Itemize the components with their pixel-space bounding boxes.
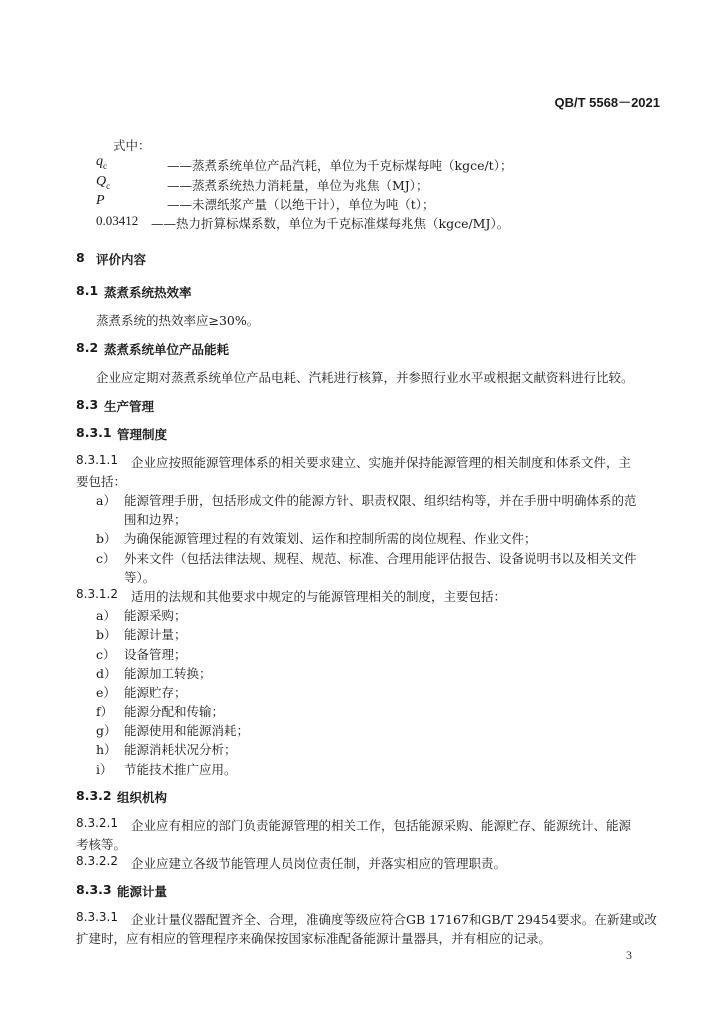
section-8-1-number: 8.1 (76, 283, 99, 298)
legend-desc-qc: ——蒸煮系统单位产品汽耗，单位为千克标煤每吨（kgce/t）； (167, 158, 513, 173)
legend-desc-coefficient: ——热力折算标煤系数，单位为千克标准煤每兆焦（kgce/MJ）。 (151, 216, 510, 231)
clause-8-3-1-2-number: 8.3.1.2 (76, 587, 118, 601)
list-item-text: 能源管理手册，包括形成文件的能源方针、职责权限、组织结构等，并在手册中明确体系的范 (124, 493, 637, 508)
section-8-3-3-number: 8.3.3 (76, 882, 112, 897)
clause-8-3-2-1-line1: 企业应有相应的部门负责能源管理的相关工作，包括能源采购、能源贮存、能源统计、能源 (131, 818, 632, 833)
list-item-text: 围和边界； (124, 512, 187, 527)
section-8-2-title: 蒸煮系统单位产品能耗 (104, 342, 230, 357)
standard-code: QB/T 5568－2021 (554, 95, 660, 110)
list-item-label: c） (96, 647, 116, 662)
page-number: 3 (626, 948, 632, 962)
list-item-label: e） (96, 685, 116, 700)
section-8-2-text: 企业应定期对蒸煮系统单位产品电耗、汽耗进行核算，并参照行业水平或根据文献资料进行比较。 (96, 370, 634, 385)
legend-desc-Qc: ——蒸煮系统热力消耗量，单位为兆焦（MJ）； (167, 178, 429, 193)
list-item-text: 能源加工转换； (124, 666, 212, 681)
clause-8-3-2-1-line2: 考核等。 (76, 837, 127, 852)
symbol-Qc: $Q_c$ (96, 174, 111, 191)
list-item-text: 能源使用和能源消耗； (124, 723, 250, 738)
section-8-3-1-title: 管理制度 (117, 427, 168, 442)
list-item-label: i） (96, 762, 113, 777)
list-item-text: 能源消耗状况分析； (124, 742, 237, 757)
list-item-text: 能源分配和传输； (124, 704, 225, 719)
section-8-1-text: 蒸煮系统的热效率应≥30%。 (96, 313, 260, 328)
clause-8-3-3-1-number: 8.3.3.1 (76, 910, 118, 924)
list-item-text: 外来文件（包括法律法规、规程、规范、标准、合理用能评估报告、设备说明书以及相关文件 (124, 551, 637, 566)
list-item-text: 等）。 (124, 570, 156, 585)
clause-8-3-2-2-line1: 企业应建立各级节能管理人员岗位责任制，并落实相应的管理职责。 (131, 856, 507, 871)
section-8-3-title: 生产管理 (104, 399, 155, 414)
list-item-text: 为确保能源管理过程的有效策划、运作和控制所需的岗位规程、作业文件； (124, 531, 537, 546)
list-item-label: f） (96, 704, 114, 719)
clause-8-3-2-2-number: 8.3.2.2 (76, 854, 118, 868)
symbol-qc: $q_c$ (96, 154, 107, 171)
section-8-3-2-title: 组织机构 (117, 790, 168, 805)
list-item-label: g） (96, 723, 117, 738)
clause-8-3-3-1-line2: 扩建时，应有相应的管理程序来确保按国家标准配备能源计量器具，并有相应的记录。 (76, 931, 552, 946)
clause-8-3-3-1-line1: 企业计量仪器配置齐全、合理，准确度等级应符合GB 17167和GB/T 29454要求。在新建或改 (131, 912, 657, 927)
section-8-number: 8 (76, 250, 85, 265)
clause-8-3-1-2-line1: 适用的法规和其他要求中规定的与能源管理相关的制度，主要包括： (131, 589, 507, 604)
list-item-text: 能源计量； (124, 627, 187, 642)
legend-desc-P: ——未漂纸浆产量（以绝干计），单位为吨（t）； (167, 197, 435, 212)
list-item-label: a） (96, 493, 116, 508)
list-item-text: 设备管理； (124, 647, 187, 662)
section-8-3-2-number: 8.3.2 (76, 788, 112, 803)
formula-intro: 式中： (113, 138, 151, 153)
list-item-label: b） (96, 627, 117, 642)
section-8-3-1-number: 8.3.1 (76, 425, 112, 440)
symbol-P: P (96, 193, 105, 208)
section-8-2-number: 8.2 (76, 340, 99, 355)
list-item-text: 能源采购； (124, 608, 187, 623)
clause-8-3-1-1-line1: 企业应按照能源管理体系的相关要求建立、实施并保持能源管理的相关制度和体系文件，主 (131, 455, 632, 470)
list-item-label: c） (96, 551, 116, 566)
list-item-label: d） (96, 666, 117, 681)
section-8-1-title: 蒸煮系统热效率 (104, 285, 192, 300)
section-8-3-number: 8.3 (76, 397, 99, 412)
list-item-label: h） (96, 742, 117, 757)
section-8-3-3-title: 能源计量 (117, 884, 168, 899)
section-8-title: 评价内容 (96, 252, 147, 267)
clause-8-3-1-1-number: 8.3.1.1 (76, 453, 118, 467)
list-item-text: 节能技术推广应用。 (124, 762, 237, 777)
clause-8-3-1-1-line2: 要包括： (76, 474, 127, 489)
clause-8-3-2-1-number: 8.3.2.1 (76, 816, 118, 830)
list-item-text: 能源贮存； (124, 685, 187, 700)
list-item-label: a） (96, 608, 116, 623)
symbol-coefficient: 0.03412 (96, 213, 139, 228)
list-item-label: b） (96, 531, 117, 546)
